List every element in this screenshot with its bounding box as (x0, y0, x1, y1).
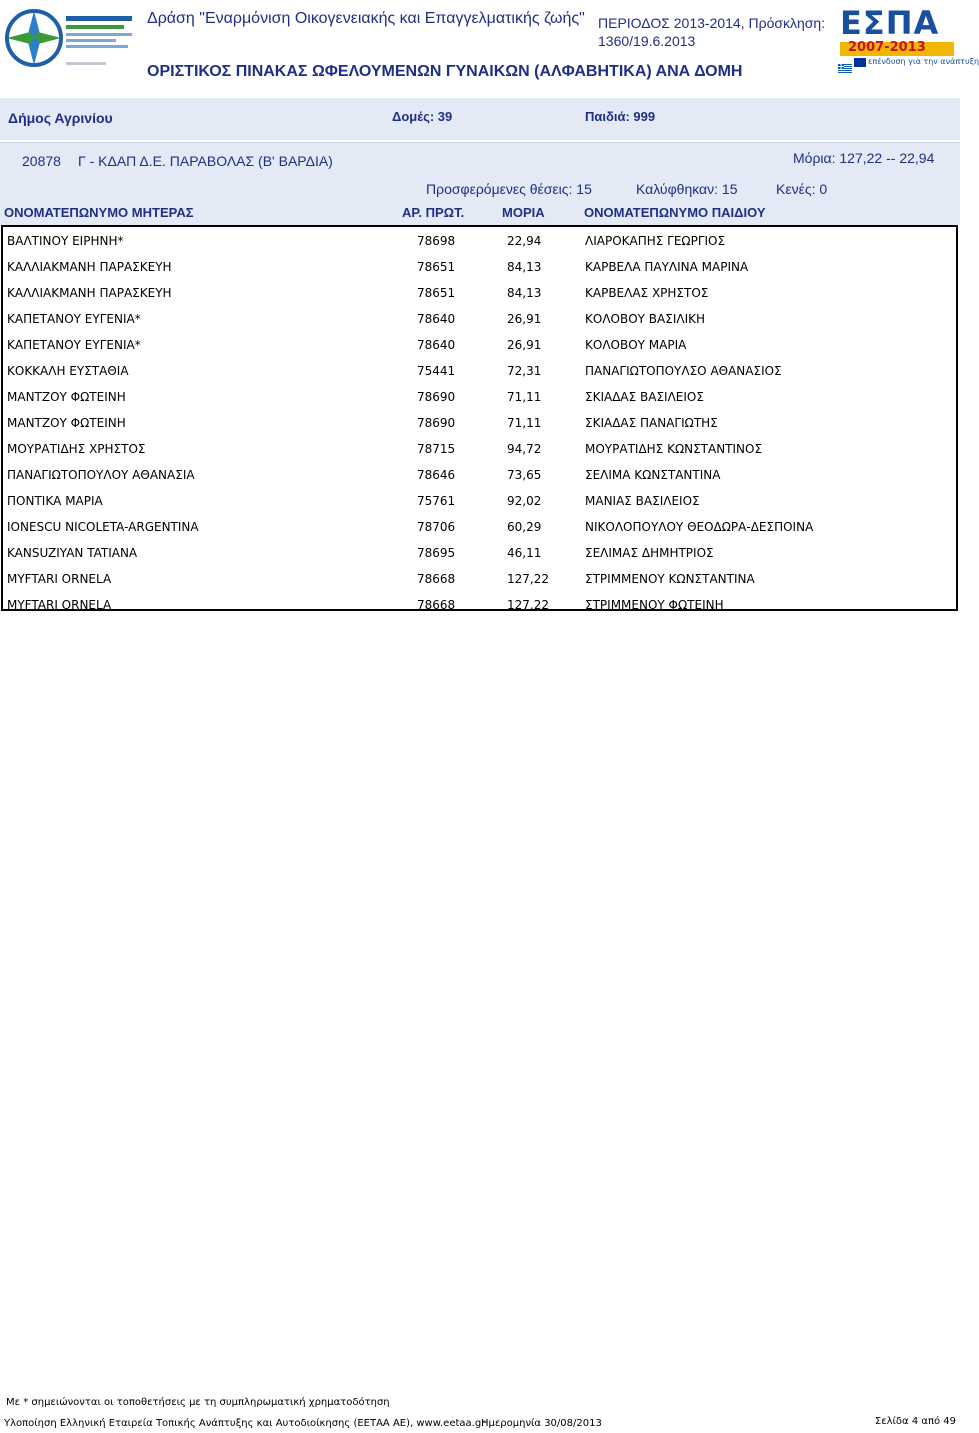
protocol-number: 78690 (417, 416, 456, 430)
espa-slogan: επένδυση για την ανάπτυξη (868, 57, 979, 66)
points: 26,91 (507, 338, 542, 352)
child-name: ΣΕΛΙΜΑ ΚΩΝΣΤΑΝΤΙΝΑ (585, 468, 721, 482)
protocol-number: 78690 (417, 390, 456, 404)
table-row (3, 409, 956, 435)
points: 26,91 (507, 312, 542, 326)
protocol-number: 75761 (417, 494, 456, 508)
mother-name: ΠΑΝΑΓΙΩΤΟΠΟΥΛΟΥ ΑΘΑΝΑΣΙΑ (7, 468, 195, 482)
structure-name: Γ - ΚΔΑΠ Δ.Ε. ΠΑΡΑΒΟΛΑΣ (Β' ΒΑΡΔΙΑ) (78, 153, 333, 169)
points: 72,31 (507, 364, 542, 378)
protocol-number: 78706 (417, 520, 456, 534)
child-name: ΣΕΛΙΜΑΣ ΔΗΜΗΤΡΙΟΣ (585, 546, 714, 560)
protocol-number: 75441 (417, 364, 456, 378)
period-line-1: ΠΕΡΙΟΔΟΣ 2013-2014, Πρόσκληση: (598, 15, 826, 31)
offered-positions: Προσφερόμενες θέσεις: 15 (426, 181, 592, 197)
protocol-number: 78668 (417, 598, 456, 612)
child-name: ΚΟΛΟΒΟΥ ΒΑΣΙΛΙΚΗ (585, 312, 705, 326)
points: 94,72 (507, 442, 542, 456)
eetaa-logo (4, 4, 139, 74)
protocol-number: 78651 (417, 286, 456, 300)
points: 84,13 (507, 286, 542, 300)
municipality-label: Δήμος Αγρινίου (8, 110, 113, 126)
protocol-number: 78646 (417, 468, 456, 482)
implementer-credit: Υλοποίηση Ελληνική Εταιρεία Τοπικής Ανάπτυξης και Αυτοδιοίκησης (ΕΕΤΑΑ ΑΕ), www.eetaa.gr (4, 1418, 486, 1429)
mother-name: ΚΑΛΛΙΑΚΜΑΝΗ ΠΑΡΑΣΚΕΥΗ (7, 286, 172, 300)
covered-positions: Καλύφθηκαν: 15 (636, 181, 738, 197)
table-row (3, 227, 956, 253)
table-row (3, 565, 956, 591)
table-row (3, 461, 956, 487)
table-row (3, 305, 956, 331)
mother-name: ΠΟΝΤΙΚΑ ΜΑΡΙΑ (7, 494, 103, 508)
column-header-child: ΟΝΟΜΑΤΕΠΩΝΥΜΟ ΠΑΙΔΙΟΥ (584, 205, 766, 220)
points: 46,11 (507, 546, 542, 560)
espa-logo-text: ΕΣΠΑ (840, 4, 940, 42)
table-row (3, 253, 956, 279)
protocol-number: 78640 (417, 312, 456, 326)
points: 71,11 (507, 390, 542, 404)
structure-code: 20878 (22, 153, 61, 169)
table-row (3, 383, 956, 409)
points-range: Μόρια: 127,22 -- 22,94 (793, 150, 935, 166)
child-name: ΜΟΥΡΑΤΙΔΗΣ ΚΩΝΣΤΑΝΤΙΝΟΣ (585, 442, 763, 456)
footnote: Με * σημειώνονται οι τοποθετήσεις με τη συμπληρωματική χρηματοδότηση (6, 1397, 390, 1408)
protocol-number: 78698 (417, 234, 456, 248)
mother-name: MYFTARI ORNELA (7, 598, 112, 612)
points: 92,02 (507, 494, 542, 508)
beneficiaries-table (1, 225, 958, 611)
mother-name: ΒΑΛΤΙΝΟΥ ΕΙΡΗΝΗ* (7, 234, 124, 248)
child-name: ΣΤΡΙΜΜΕΝΟΥ ΚΩΝΣΤΑΝΤΙΝΑ (585, 572, 755, 586)
protocol-number: 78695 (417, 546, 456, 560)
mother-name: ΚΑΠΕΤΑΝΟΥ ΕΥΓΕΝΙΑ* (7, 312, 141, 326)
points: 71,11 (507, 416, 542, 430)
points: 127,22 (507, 598, 549, 612)
points: 73,65 (507, 468, 542, 482)
child-name: ΣΚΙΑΔΑΣ ΠΑΝΑΓΙΩΤΗΣ (585, 416, 718, 430)
column-header-points: ΜΟΡΙΑ (502, 205, 545, 220)
structures-count: Δομές: 39 (392, 109, 453, 124)
structure-band (0, 142, 960, 225)
column-header-mother: ΟΝΟΜΑΤΕΠΩΝΥΜΟ ΜΗΤΕΡΑΣ (4, 205, 194, 220)
points: 22,94 (507, 234, 542, 248)
points: 60,29 (507, 520, 542, 534)
eu-flag-icon (854, 58, 866, 67)
child-name: ΛΙΑΡΟΚΑΠΗΣ ΓΕΩΡΓΙΟΣ (585, 234, 726, 248)
child-name: ΣΚΙΑΔΑΣ ΒΑΣΙΛΕΙΟΣ (585, 390, 704, 404)
child-name: ΚΑΡΒΕΛΑΣ ΧΡΗΣΤΟΣ (585, 286, 709, 300)
protocol-number: 78651 (417, 260, 456, 274)
child-name: ΠΑΝΑΓΙΩΤΟΠΟΥΛΣΟ ΑΘΑΝΑΣΙΟΣ (585, 364, 782, 378)
children-count: Παιδιά: 999 (585, 109, 656, 124)
mother-name: MYFTARI ORNELA (7, 572, 112, 586)
points: 127,22 (507, 572, 549, 586)
table-row (3, 539, 956, 565)
summary-band (0, 98, 960, 140)
child-name: ΝΙΚΟΛΟΠΟΥΛΟΥ ΘΕΟΔΩΡΑ-ΔΕΣΠΟΙΝΑ (585, 520, 814, 534)
main-title: ΟΡΙΣΤΙΚΟΣ ΠΙΝΑΚΑΣ ΩΦΕΛΟΥΜΕΝΩΝ ΓΥΝΑΙΚΩΝ (ΑΛΦΑΒΗΤΙΚΑ) ΑΝΑ ΔΟΜΗ (147, 63, 743, 80)
table-row (3, 591, 956, 617)
greek-flag-icon (838, 58, 852, 67)
protocol-number: 78715 (417, 442, 456, 456)
table-row (3, 279, 956, 305)
table-row (3, 513, 956, 539)
child-name: ΜΑΝΙΑΣ ΒΑΣΙΛΕΙΟΣ (585, 494, 700, 508)
mother-name: ΚΑΛΛΙΑΚΜΑΝΗ ΠΑΡΑΣΚΕΥΗ (7, 260, 172, 274)
mother-name: IONESCU NICOLETA-ARGENTINA (7, 520, 199, 534)
mother-name: ΚΑΠΕΤΑΝΟΥ ΕΥΓΕΝΙΑ* (7, 338, 141, 352)
espa-logo (838, 4, 979, 68)
table-row (3, 487, 956, 513)
child-name: ΣΤΡΙΜΜΕΝΟΥ ΦΩΤΕΙΝΗ (585, 598, 724, 612)
report-date: Ημερομηνία 30/08/2013 (481, 1418, 602, 1429)
mother-name: ΜΑΝΤΖΟΥ ΦΩΤΕΙΝΗ (7, 390, 126, 404)
espa-years: 2007-2013 (848, 40, 926, 55)
child-name: ΚΟΛΟΒΟΥ ΜΑΡΙΑ (585, 338, 687, 352)
mother-name: ΚΟΚΚΑΛΗ ΕΥΣΤΑΘΙΑ (7, 364, 129, 378)
action-title: Δράση "Εναρμόνιση Οικογενειακής και Επαγγελματικής ζωής" (147, 10, 585, 27)
protocol-number: 78668 (417, 572, 456, 586)
points: 84,13 (507, 260, 542, 274)
child-name: ΚΑΡΒΕΛΑ ΠΑΥΛΙΝΑ ΜΑΡΙΝΑ (585, 260, 749, 274)
vacant-positions: Κενές: 0 (776, 181, 828, 197)
page-number: Σελίδα 4 από 49 (874, 1416, 956, 1427)
table-row (3, 331, 956, 357)
table-row (3, 435, 956, 461)
mother-name: ΜΟΥΡΑΤΙΔΗΣ ΧΡΗΣΤΟΣ (7, 442, 146, 456)
mother-name: ΜΑΝΤΖΟΥ ΦΩΤΕΙΝΗ (7, 416, 126, 430)
protocol-number: 78640 (417, 338, 456, 352)
period-line-2: 1360/19.6.2013 (598, 33, 696, 49)
table-row (3, 357, 956, 383)
mother-name: KANSUZIYAN TATIANA (7, 546, 138, 560)
column-header-protocol: ΑΡ. ΠΡΩΤ. (402, 205, 465, 220)
